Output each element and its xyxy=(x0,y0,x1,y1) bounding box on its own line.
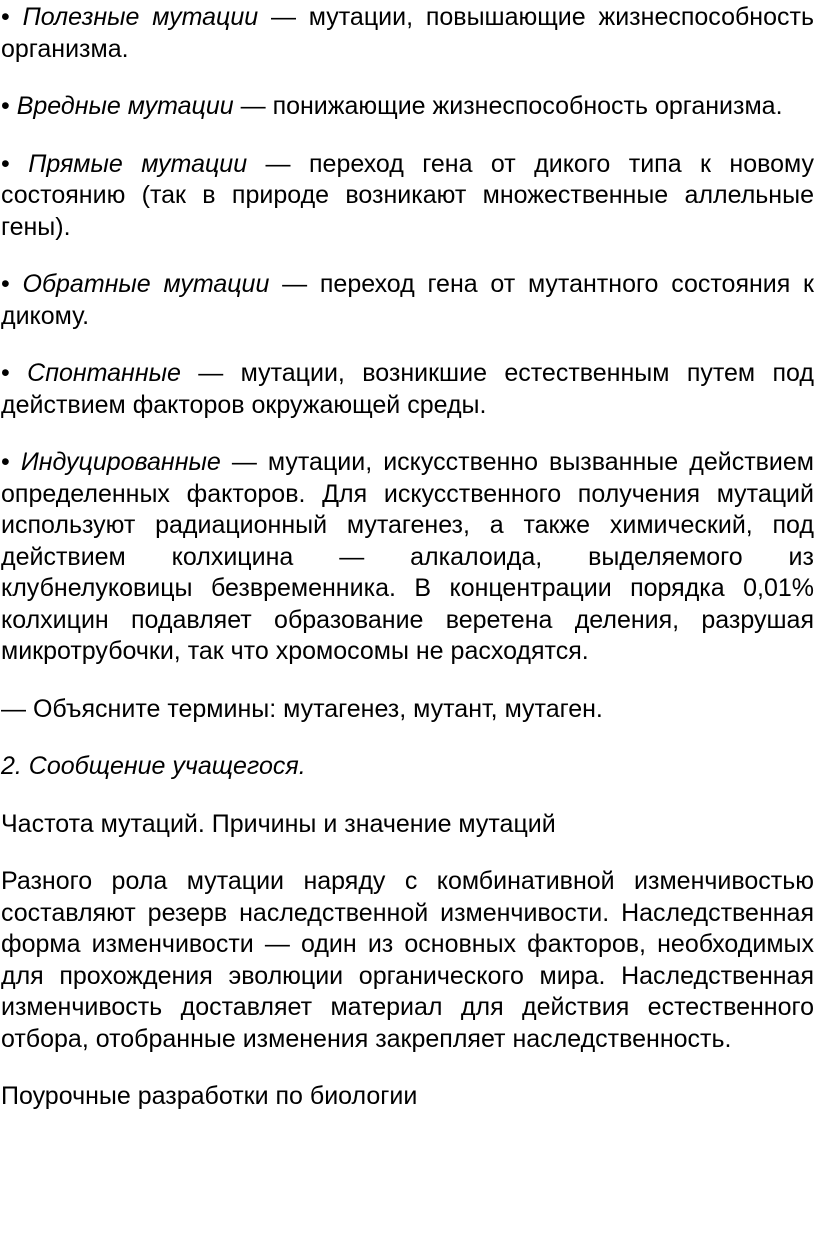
dash: — xyxy=(233,92,273,120)
term-useful-mutations: Полезные мутации xyxy=(22,3,259,31)
list-item xyxy=(1,358,814,421)
dash: — xyxy=(220,448,268,476)
dash: — xyxy=(180,359,241,387)
definition-text: переход гена от мутантного состояния к дикому. xyxy=(1,270,814,330)
bullet: • xyxy=(1,359,10,387)
footer-text: Поурочные разработки по биологии xyxy=(1,1082,418,1110)
list-item xyxy=(1,2,814,65)
list-item xyxy=(1,447,814,668)
term-spontaneous: Спонтанные xyxy=(27,359,181,387)
bullet: • xyxy=(1,270,10,298)
term-harmful-mutations: Вредные мутации xyxy=(16,92,234,120)
body-paragraph: Разного рола мутации наряду с комбинативной изменчивостью составляют резерв наследственной изменчивости. Наследственная форма изменчивости — один из основных факторов, необходимых для прохождения эволюции органического мира. Наследственная изменчивость доставляет материал для действия естественного отбора, отобранные изменения закрепляет наследственность. xyxy=(1,867,814,1053)
dash: — xyxy=(247,149,309,178)
term-reverse-mutations: Обратные мутации xyxy=(22,270,270,298)
bullet: • xyxy=(1,92,10,120)
list-item xyxy=(1,149,814,244)
list-item xyxy=(1,91,814,123)
definition-text: понижающие жизнеспособность организма. xyxy=(272,92,783,120)
section-heading: Частота мутаций. Причины и значение мутаций xyxy=(1,809,556,838)
dash: — xyxy=(269,270,320,298)
bullet: • xyxy=(1,448,10,476)
definition-text: переход гена от дикого типа к новому состоянию (так в природе возникают множественные аллельные гены). xyxy=(1,149,815,241)
definition-text: мутации, искусственно вызванные действием определенных факторов. Для искусственного получения мутаций используют радиационный мутагенез, а также химический, под действием колхицина — алкалоида, выделяемого из клубнелуковицы безвременника. В концентрации порядка 0,01% колхицин подавляет образование веретена деления, разрушая микротрубочки, так что хромосомы не расходятся. xyxy=(1,448,814,665)
list-item xyxy=(1,269,814,332)
term-induced: Индуцированные xyxy=(20,448,221,476)
section-label: 2. Сообщение учащегося. xyxy=(1,752,306,780)
term-direct-mutations: Прямые мутации xyxy=(28,149,248,178)
bullet: • xyxy=(1,3,10,31)
bullet: • xyxy=(1,149,10,178)
definition-text: мутации, возникшие естественным путем под действием факторов окружающей среды. xyxy=(1,359,814,419)
dash: — xyxy=(258,3,309,31)
definition-text: мутации, повышающие жизнеспособность организма. xyxy=(1,3,814,63)
question-text: — Объясните термины: мутагенез, мутант, мутаген. xyxy=(1,694,603,723)
